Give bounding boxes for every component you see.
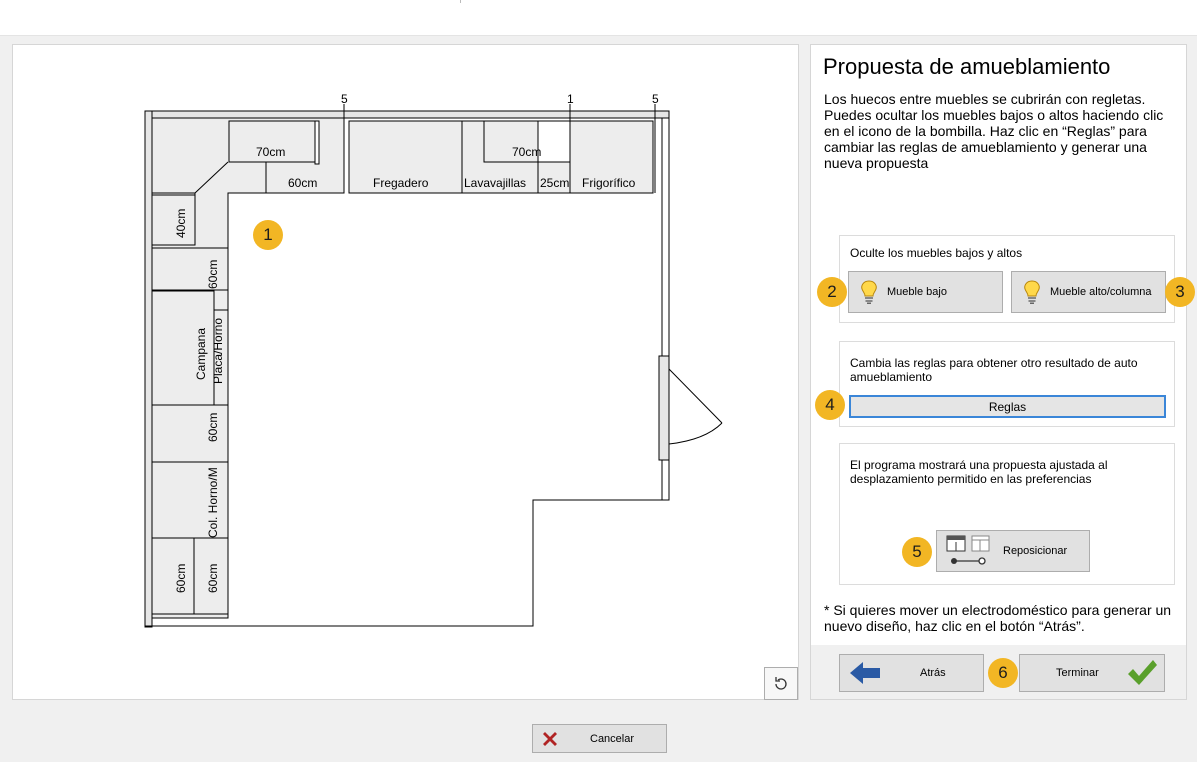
low-furniture-button[interactable]: [848, 271, 1003, 313]
door-frame: [659, 356, 669, 460]
checkmark-icon: [1125, 658, 1159, 688]
panel-title: Propuesta de amueblamiento: [823, 54, 1111, 79]
appliance-note: * Si quieres mover un electrodoméstico para generar un nuevo diseño, haz clic en el botón “Atrás”.: [824, 602, 1172, 634]
finish-button-label: Terminar: [1056, 667, 1099, 679]
label-left-60b: 60cm: [206, 412, 220, 442]
label-bottom-60b: 60cm: [206, 563, 220, 593]
rules-button[interactable]: [849, 395, 1166, 418]
high-furniture-label: Mueble alto/columna: [1050, 286, 1152, 298]
reposition-button[interactable]: [936, 530, 1090, 572]
panel-description: Los huecos entre muebles se cubrirán con regletas. Puedes ocultar los muebles bajos o altos haciendo clic en el icono de la bombilla. Haz clic en “Reglas” para cambiar las reglas de amueblamiento y generar una nueva propuesta: [824, 91, 1164, 171]
badge-3: 3: [1165, 277, 1195, 307]
low-furniture-label: Mueble bajo: [887, 286, 947, 298]
label-hood: Campana: [194, 327, 208, 380]
label-sink: Fregadero: [373, 176, 429, 190]
lightbulb-icon: [1021, 279, 1043, 305]
reposition-button-label: Reposicionar: [1003, 545, 1068, 557]
reset-view-button[interactable]: [764, 667, 798, 700]
dim-label-middle: 1: [567, 92, 574, 106]
rules-group-label: Cambia las reglas para obtener otro resultado de auto amueblamiento: [850, 356, 1138, 384]
wall-left: [145, 111, 152, 627]
dim-label-left: 5: [341, 92, 348, 106]
wall-top: [145, 111, 669, 118]
arrow-left-icon: [848, 660, 882, 686]
badge-5: 5: [902, 537, 932, 567]
label-fridge: Frigorífico: [582, 176, 636, 190]
badge-1: 1: [253, 220, 283, 250]
high-furniture-button[interactable]: [1011, 271, 1166, 313]
label-bottom-60a: 60cm: [174, 563, 188, 593]
rules-button-label: Reglas: [988, 399, 1027, 414]
label-hob: Placa/Horno: [211, 317, 225, 384]
door: [669, 369, 722, 444]
cancel-button[interactable]: [532, 724, 667, 753]
label-filler: 25cm: [540, 176, 570, 190]
rotate-icon: [772, 675, 790, 693]
gap-strip: [315, 121, 319, 164]
finish-button[interactable]: [1019, 654, 1165, 692]
label-corner-60: 60cm: [288, 176, 318, 190]
door-arc: [669, 423, 722, 444]
back-button-label: Atrás: [920, 667, 946, 679]
door-leaf: [669, 369, 722, 423]
badge-6: 6: [988, 658, 1018, 688]
back-button[interactable]: [839, 654, 984, 692]
badge-2: 2: [817, 277, 847, 307]
label-left-60a: 60cm: [206, 259, 220, 289]
cancel-button-label: Cancelar: [590, 732, 635, 745]
badge-4: 4: [815, 390, 845, 420]
wall-right-lower: [662, 460, 669, 500]
label-dishwasher: Lavavajillas: [464, 176, 527, 190]
label-wall-70: 70cm: [512, 145, 542, 159]
wall-right-upper: [662, 118, 669, 356]
reposition-icon: [945, 534, 991, 568]
label-oven-column: Col. Horno/M: [206, 467, 220, 538]
left-cabinets: [152, 195, 228, 618]
reposition-group-label: El programa mostrará una propuesta ajustada al desplazamiento permitido en las preferencias: [850, 458, 1108, 486]
label-corner-70: 70cm: [256, 145, 286, 159]
x-icon: [540, 729, 560, 749]
hide-group-label: Oculte los muebles bajos y altos: [850, 246, 1023, 260]
dim-label-right: 5: [652, 92, 659, 106]
lightbulb-icon: [858, 279, 880, 305]
label-left-40: 40cm: [174, 208, 188, 238]
cabinet-bottom-plinth: [152, 614, 228, 618]
